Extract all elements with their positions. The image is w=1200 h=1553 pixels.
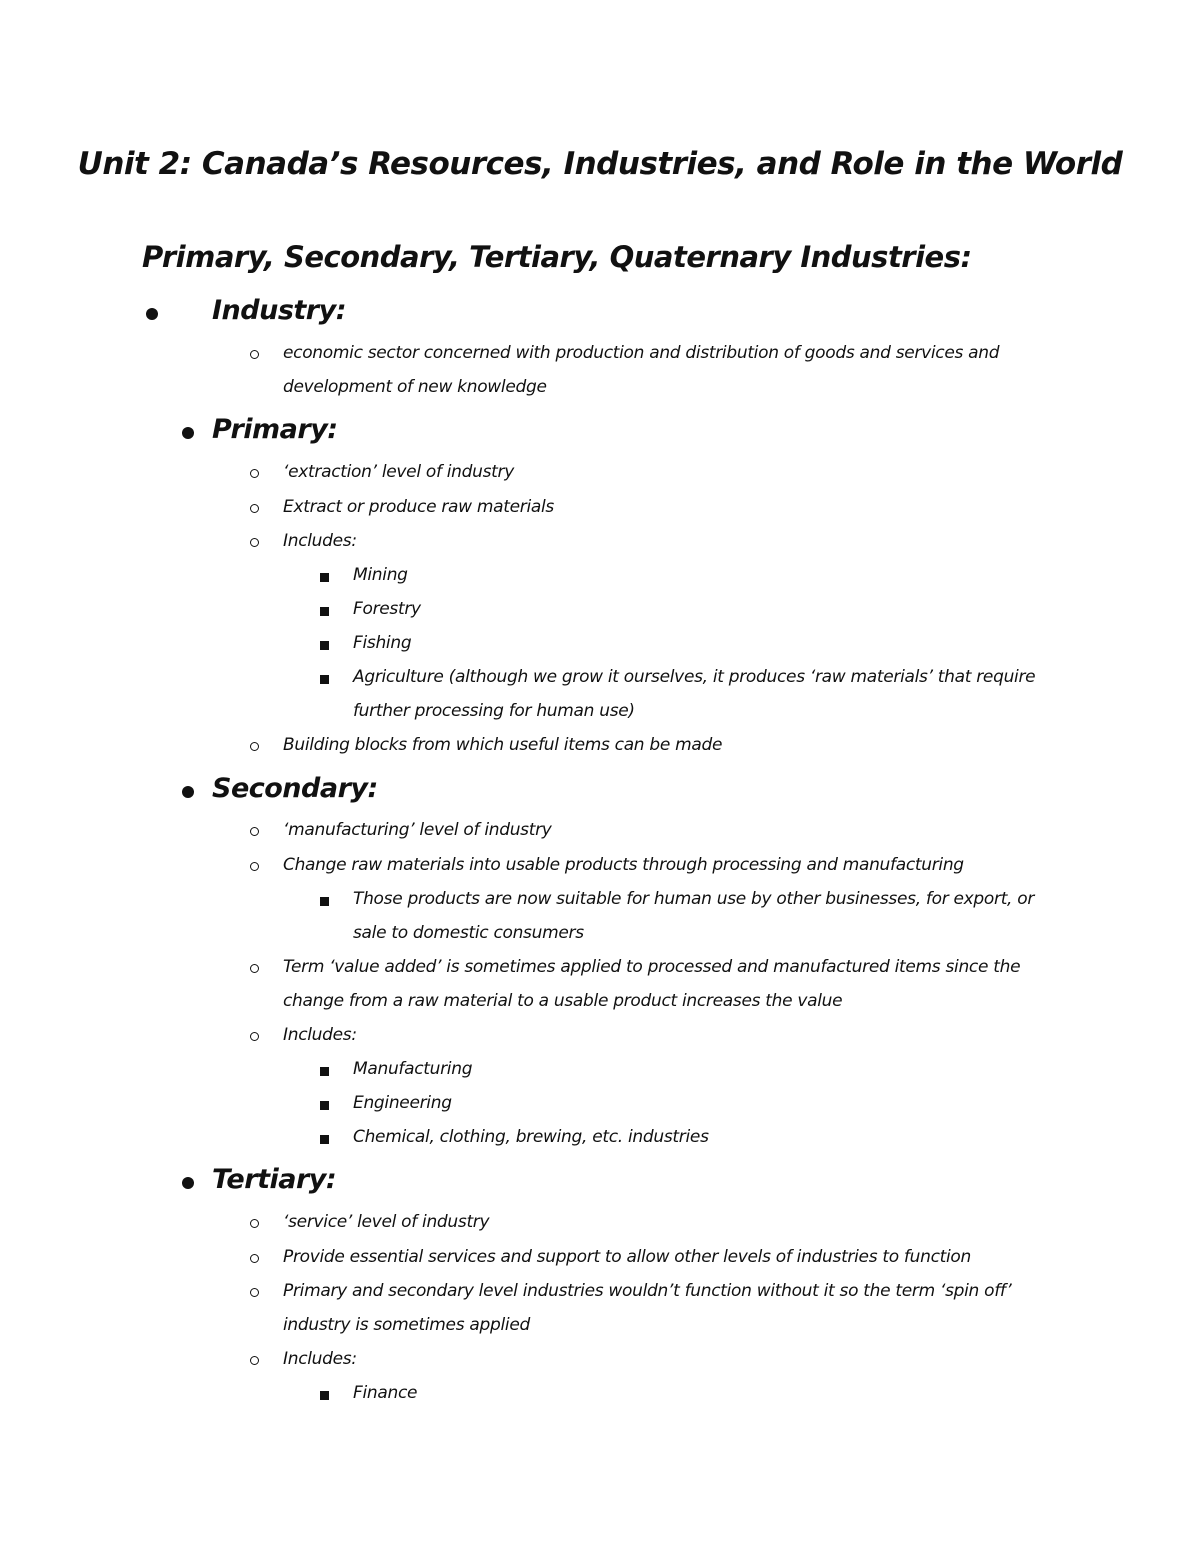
- tertiary-item: Includes:: [283, 1349, 357, 1369]
- primary-item: Extract or produce raw materials: [283, 497, 554, 517]
- primary-includes-item: Forestry: [353, 599, 421, 619]
- tertiary-item-continued: industry is sometimes applied: [283, 1315, 530, 1335]
- circle-bullet: [250, 1032, 259, 1041]
- secondary-item: ‘manufacturing’ level of industry: [283, 820, 552, 840]
- circle-bullet: [250, 742, 259, 751]
- industry-definition-line-2: development of new knowledge: [283, 377, 547, 397]
- square-bullet: [320, 1067, 329, 1076]
- tertiary-item: Primary and secondary level industries wouldn’t function without it so the term ‘spin off’: [283, 1281, 1012, 1301]
- square-bullet: [320, 1391, 329, 1400]
- circle-bullet: [250, 538, 259, 547]
- primary-item: Building blocks from which useful items can be made: [283, 735, 723, 755]
- circle-bullet: [250, 1254, 259, 1263]
- square-bullet: [320, 1101, 329, 1110]
- primary-item: Includes:: [283, 531, 357, 551]
- secondary-sub-item: Those products are now suitable for human use by other businesses, for export, or: [353, 889, 1035, 909]
- square-bullet: [320, 573, 329, 582]
- circle-bullet: [250, 964, 259, 973]
- section-heading: Primary, Secondary, Tertiary, Quaternary Industries:: [142, 240, 972, 274]
- square-bullet: [320, 641, 329, 650]
- primary-includes-item: Mining: [353, 565, 408, 585]
- primary-includes-item-continued: further processing for human use): [353, 701, 635, 721]
- industry-heading: Industry:: [212, 295, 347, 326]
- disc-bullet: [182, 1177, 194, 1189]
- tertiary-item: Provide essential services and support to allow other levels of industries to function: [283, 1247, 971, 1267]
- primary-item: ‘extraction’ level of industry: [283, 462, 514, 482]
- circle-bullet: [250, 350, 259, 359]
- circle-bullet: [250, 827, 259, 836]
- secondary-includes-item: Engineering: [353, 1093, 452, 1113]
- disc-bullet: [182, 427, 194, 439]
- secondary-sub-item-continued: sale to domestic consumers: [353, 923, 584, 943]
- secondary-includes-item: Manufacturing: [353, 1059, 473, 1079]
- tertiary-includes-item: Finance: [353, 1383, 418, 1403]
- square-bullet: [320, 607, 329, 616]
- secondary-item-continued: change from a raw material to a usable product increases the value: [283, 991, 843, 1011]
- primary-heading: Primary:: [212, 414, 338, 445]
- secondary-includes-item: Chemical, clothing, brewing, etc. industries: [353, 1127, 709, 1147]
- secondary-heading: Secondary:: [212, 773, 378, 804]
- square-bullet: [320, 1135, 329, 1144]
- disc-bullet: [146, 308, 158, 320]
- tertiary-heading: Tertiary:: [212, 1164, 337, 1195]
- primary-includes-item: Fishing: [353, 633, 412, 653]
- industry-definition-line-1: economic sector concerned with production and distribution of goods and services and: [283, 343, 1000, 363]
- primary-includes-item: Agriculture (although we grow it ourselves, it produces ‘raw materials’ that require: [353, 667, 1036, 687]
- circle-bullet: [250, 469, 259, 478]
- circle-bullet: [250, 1219, 259, 1228]
- circle-bullet: [250, 504, 259, 513]
- document-title: Unit 2: Canada’s Resources, Industries, and Role in the World: [77, 146, 1123, 182]
- circle-bullet: [250, 862, 259, 871]
- disc-bullet: [182, 786, 194, 798]
- secondary-item: Term ‘value added’ is sometimes applied to processed and manufactured items since the: [283, 957, 1021, 977]
- circle-bullet: [250, 1356, 259, 1365]
- square-bullet: [320, 897, 329, 906]
- square-bullet: [320, 675, 329, 684]
- tertiary-item: ‘service’ level of industry: [283, 1212, 490, 1232]
- secondary-item: Includes:: [283, 1025, 357, 1045]
- secondary-item: Change raw materials into usable products through processing and manufacturing: [283, 855, 964, 875]
- circle-bullet: [250, 1288, 259, 1297]
